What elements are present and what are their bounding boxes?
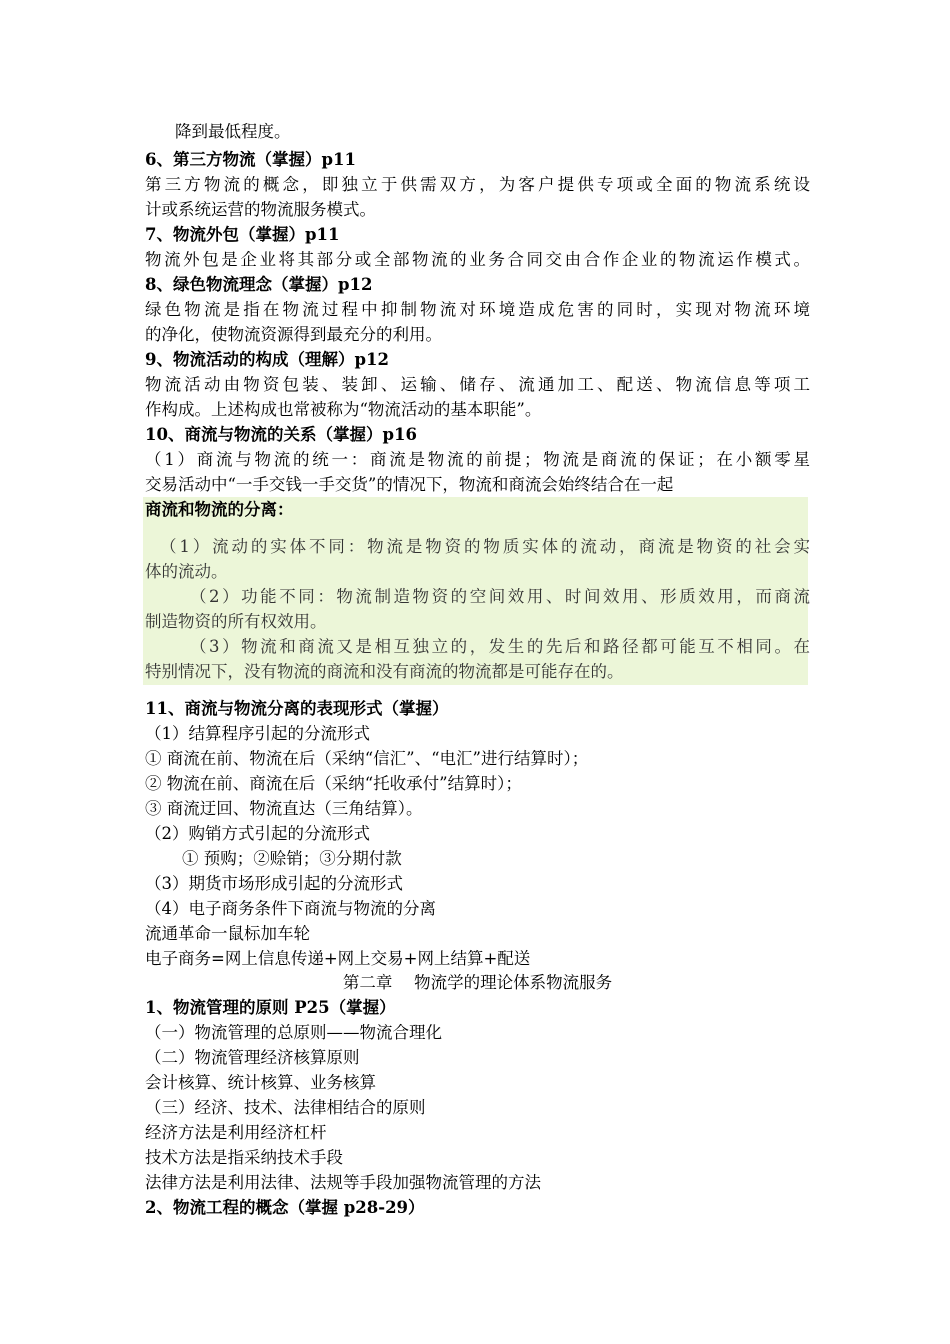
text-line: （三）经济、技术、法律相结合的原则 [145,1098,426,1117]
text-line: 电子商务=网上信息传递+网上交易+网上结算+配送 [145,949,531,968]
text-line: （1）流动的实体不同：物流是物资的物质实体的流动，商流是物资的社会实 [160,537,810,556]
section-heading: 6、第三方物流（掌握）p11 [145,150,356,169]
text-line: （一）物流管理的总原则——物流合理化 [145,1023,442,1042]
text-line: 制造物资的所有权效用。 [145,612,327,631]
text-line: （3）期货市场形成引起的分流形式 [145,874,403,893]
text-line: （2）购销方式引起的分流形式 [145,824,370,843]
text-line: （2）功能不同：物流制造物资的空间效用、时间效用、形质效用，而商流 [190,587,810,606]
text-line: 物流活动由物资包装、装卸、运输、储存、流通加工、配送、物流信息等项工 [145,375,810,394]
text-line: ② 物流在前、商流在后（采纳“托收承付”结算时）； [145,774,522,793]
text-line: ③ 商流迂回、物流直达（三角结算）。 [145,799,423,818]
text-line: 物流外包是企业将其部分或全部物流的业务合同交由合作企业的物流运作模式。 [145,250,810,269]
text-line: （二）物流管理经济核算原则 [145,1048,360,1067]
text-line: 法律方法是利用法律、法规等手段加强物流管理的方法 [145,1173,541,1192]
text-line: （1）结算程序引起的分流形式 [145,724,370,743]
text-line: 降到最低程度。 [175,122,291,141]
text-line: 体的流动。 [145,562,228,581]
section-heading: 2、物流工程的概念（掌握 p28-29） [145,1198,425,1217]
text-line: 经济方法是利用经济杠杆 [145,1123,327,1142]
text-line: （1）商流与物流的统一：商流是物流的前提；物流是商流的保证；在小额零星 [145,450,810,469]
text-line: ① 商流在前、物流在后（采纳“信汇”、“电汇”进行结算时）； [145,749,589,768]
text-line: ① 预购；②赊销；③分期付款 [182,849,402,868]
text-line: 作构成。上述构成也常被称为“物流活动的基本职能”。 [145,400,542,419]
subsection-heading: 商流和物流的分离： [145,500,294,519]
section-heading: 11、商流与物流分离的表现形式（掌握） [145,699,449,718]
section-heading: 1、物流管理的原则 P25（掌握） [145,998,396,1017]
text-line: 流通革命一鼠标加车轮 [145,924,310,943]
section-heading: 9、物流活动的构成（理解）p12 [145,350,389,369]
text-line: 技术方法是指采纳技术手段 [145,1148,343,1167]
section-heading: 7、物流外包（掌握）p11 [145,225,340,244]
section-heading: 8、绿色物流理念（掌握）p12 [145,275,373,294]
text-line: 交易活动中“一手交钱一手交货”的情况下，物流和商流会始终结合在一起 [145,475,674,494]
chapter-title: 第二章 物流学的理论体系物流服务 [342,973,613,992]
text-line: （4）电子商务条件下商流与物流的分离 [145,899,436,918]
text-line: 绿色物流是指在物流过程中抑制物流对环境造成危害的同时，实现对物流环境 [145,300,810,319]
text-line: （3）物流和商流又是相互独立的，发生的先后和路径都可能互不相同。在 [190,637,810,656]
text-line: 第三方物流的概念，即独立于供需双方，为客户提供专项或全面的物流系统设 [145,175,810,194]
section-heading: 10、商流与物流的关系（掌握）p16 [145,425,417,444]
text-line: 的净化，使物流资源得到最充分的利用。 [145,325,442,344]
text-line: 特别情况下，没有物流的商流和没有商流的物流都是可能存在的。 [145,662,624,681]
text-line: 计或系统运营的物流服务模式。 [145,200,376,219]
text-line: 会计核算、统计核算、业务核算 [145,1073,376,1092]
